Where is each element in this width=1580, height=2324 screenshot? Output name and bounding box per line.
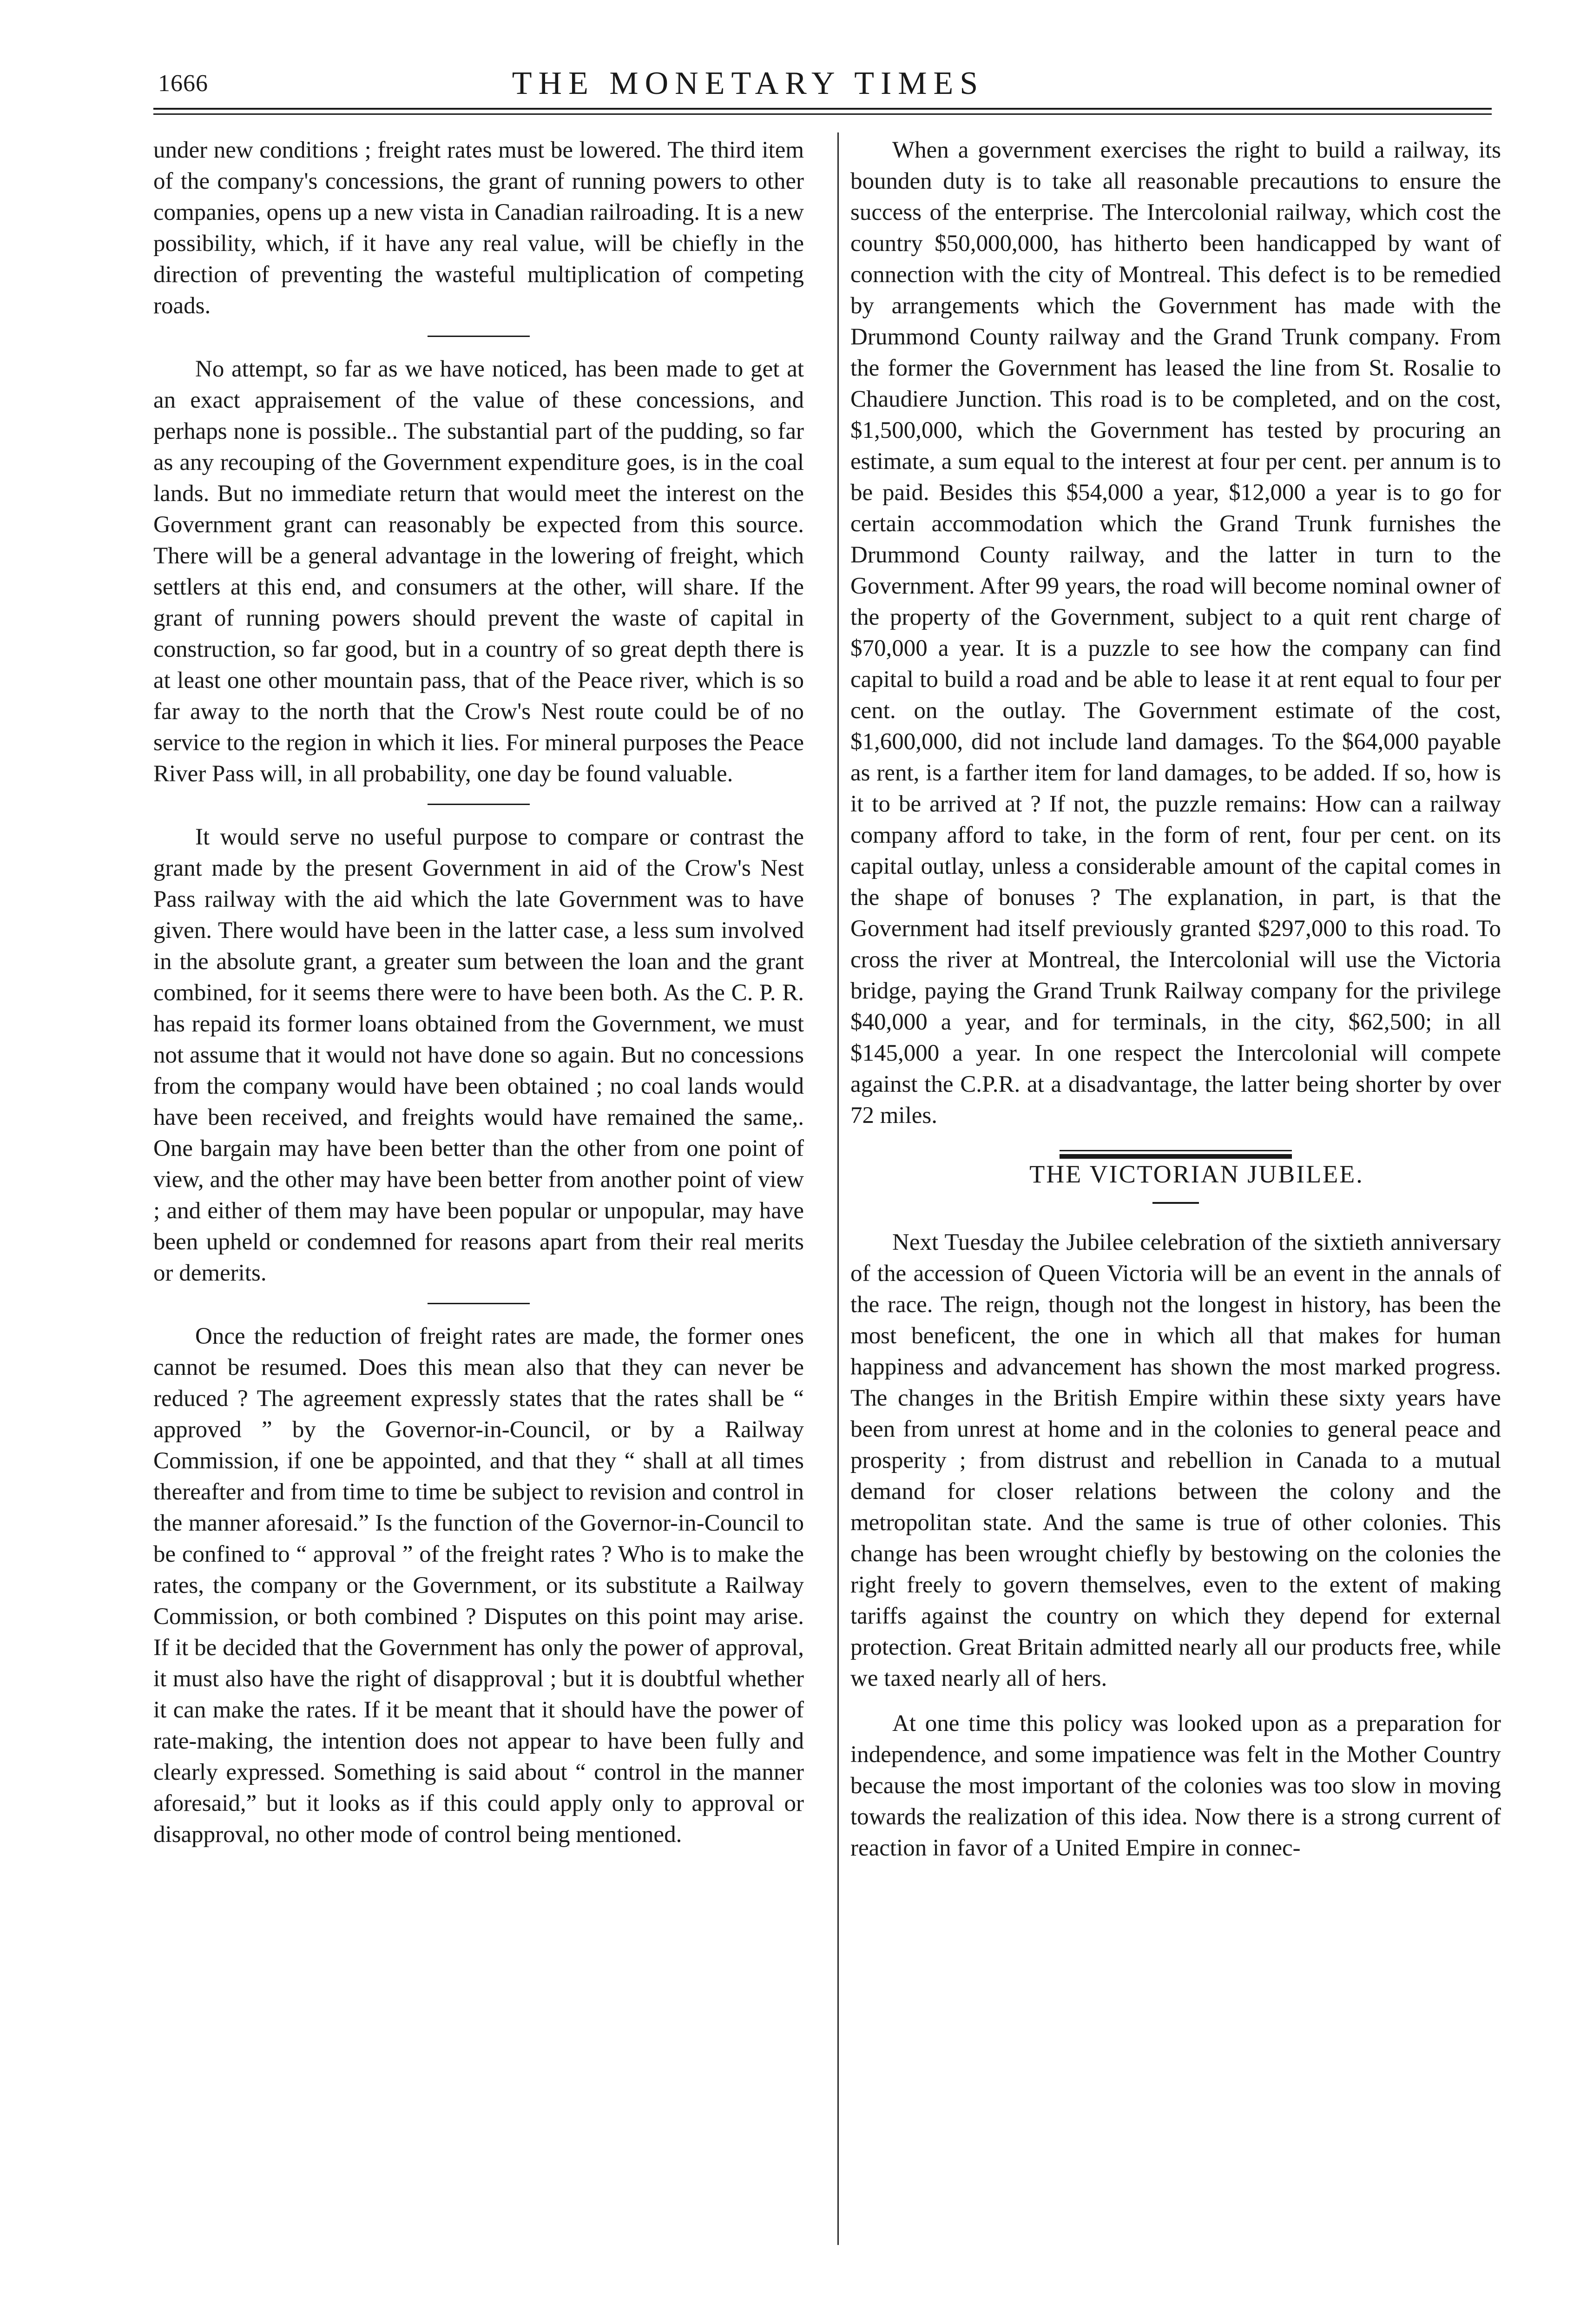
column-divider — [837, 132, 839, 2245]
left-column — [153, 135, 804, 1850]
section-separator — [428, 336, 530, 337]
left-paragraph-1: under new conditions ; freight rates must be lowered. The third item of the company's concessions, the grant of running powers to other companies, opens up a new vista in Canadian railroading. It is a new possibility, which, if it have any real value, will be chiefly in the direction of preventing the wasteful multiplication of competing roads. — [153, 137, 804, 319]
left-paragraph-2: No attempt, so far as we have noticed, has been made to get at an exact appraisement of the value of these concessions, and perhaps none is possible.. The substantial part of the pudding, so far as any recouping of the Government expenditure goes, is in the coal lands. But no immediate return that would meet the interest on the Government grant can reasonably be expected from this source. There will be a general advantage in the lowering of freight, which settlers at this end, and consumers at the other, will share. If the grant of running powers should prevent the waste of capital in construction, so far good, but in a country of so great depth there is at least one other mountain pass, that of the Peace river, which is so far away to the north that the Crow's Nest route could be of no service to the region in which it lies. For mineral purposes the Peace River Pass will, in all probability, one day be found valuable. — [153, 356, 804, 787]
right-paragraph-1: When a government exercises the right to build a railway, its bounden duty is to take all reasonable precautions to ensure the success of the enterprise. The Intercolonial railway, which cost the country $50,000,000, has hitherto been handicapped by want of connection with the city of Montreal. This defect is to be remedied by arrangements which the Government has made with the Drummond County railway and the Grand Trunk company. From the former the Government has leased the line from St. Rosalie to Chaudiere Junction. This road is to be completed, and on the cost, $1,500,000, which the Government has tested by procuring an estimate, a sum equal to the interest at four per cent. per annum is to be paid. Besides this $54,000 a year, $12,000 a year is to go for certain accommodation which the Grand Trunk furnishes the Drummond County railway, and the latter in turn to the Government. After 99 years, the road will become nominal owner of the property of the Government, subject to a quit rent charge of $70,000 a year. It is a puzzle to see how the company can find capital to build a road and be able to lease it at rent equal to four per cent. on the outlay. The Government estimate of the cost, $1,600,000, did not include land damages. To the $64,000 payable as rent, is a farther item for land damages, to be added. If so, how is it to be arrived at ? If not, the puzzle remains: How can a railway company afford to take, in the form of rent, four per cent. on its capital outlay, unless a considerable amount of the capital comes in the shape of bonuses ? The explanation, in part, is that the Government had itself previously granted $297,000 to this road. To cross the river at Montreal, the Intercolonial will use the Victoria bridge, paying the Grand Trunk Railway company for the privilege $40,000 a year, and for terminals, in the city, $62,500; in all $145,000 a year. In one respect the Intercolonial will compete against the C.P.R. at a disadvantage, the latter being shorter by over 72 miles. — [850, 137, 1501, 1129]
left-paragraph-4: Once the reduction of freight rates are made, the former ones cannot be resumed. Does this mean also that they can never be reduced ? The agreement expressly states that the rates shall be “ approved ” by the Governor-in-Council, or by a Railway Commission, if one be appointed, and that they “ shall at all times thereafter and from time to time be subject to revision and control in the manner aforesaid.” Is the function of the Governor-in-Council to be confined to “ approval ” of the freight rates ? Who is to make the rates, the company or the Government, or its substitute a Railway Commission, or both combined ? Disputes on this point may arise. If it be decided that the Government has only the power of approval, it must also have the right of disapproval ; but it is doubtful whether it can make the rates. If it be meant that it should have the power of rate-making, the intention does not appear to have been fully and clearly expressed. Something is said about “ control in the manner aforesaid,” but it looks as if this could apply only to approval or disapproval, no other mode of control being mentioned. — [153, 1323, 804, 1848]
article-heading: THE VICTORIAN JUBILEE. — [1029, 1160, 1364, 1188]
heading-rule — [1152, 1202, 1199, 1204]
right-paragraph-3: At one time this policy was looked upon as a preparation for independence, and some impatience was felt in the Mother Country because the most important of the colonies was too slow in moving towards the realization of this idea. Now there is a strong current of reaction in favor of a United Empire in connec- — [850, 1710, 1501, 1861]
section-separator — [428, 1303, 530, 1304]
heavy-separator — [1060, 1150, 1292, 1159]
left-paragraph-3: It would serve no useful purpose to compare or contrast the grant made by the present Government in aid of the Crow's Nest Pass railway with the aid which the late Government was to have given. There would have been in the latter case, a less sum involved in the absolute grant, a greater sum between the loan and the grant combined, for it seems there were to have been both. As the C. P. R. has repaid its former loans obtained from the Government, we must not assume that it would not have done so again. But no concessions from the company would have been obtained ; no coal lands would have been received, and freights would have remained the same,. One bargain may have been better than the other from one point of view, and the other may have been better from another point of view ; and either of them may have been popular or unpopular, may have been upheld or condemned for reasons apart from their real merits or demerits. — [153, 824, 804, 1286]
header-rule-secondary — [153, 113, 1492, 115]
masthead-title: THE MONETARY TIMES — [512, 66, 985, 101]
page-number: 1666 — [158, 70, 208, 97]
section-separator — [428, 804, 530, 805]
header-rule — [153, 108, 1492, 110]
right-column — [850, 135, 1501, 1864]
right-paragraph-2: Next Tuesday the Jubilee celebration of the sixtieth anniversary of the accession of Queen Victoria will be an event in the annals of the race. The reign, though not the longest in history, has been the most beneficent, the one in which all that makes for human happiness and advancement has shown the most marked progress. The changes in the British Empire within these sixty years have been from unrest at home and in the colonies to general peace and prosperity ; from distrust and rebellion in Canada to a mutual demand for closer relations between the colony and the metropolitan state. And the same is true of other colonies. This change has been wrought chiefly by bestowing on the colonies the right freely to govern themselves, even to the extent of making tariffs against the country on which they depend for external protection. Great Britain admitted nearly all our products free, while we taxed nearly all of hers. — [850, 1229, 1501, 1691]
